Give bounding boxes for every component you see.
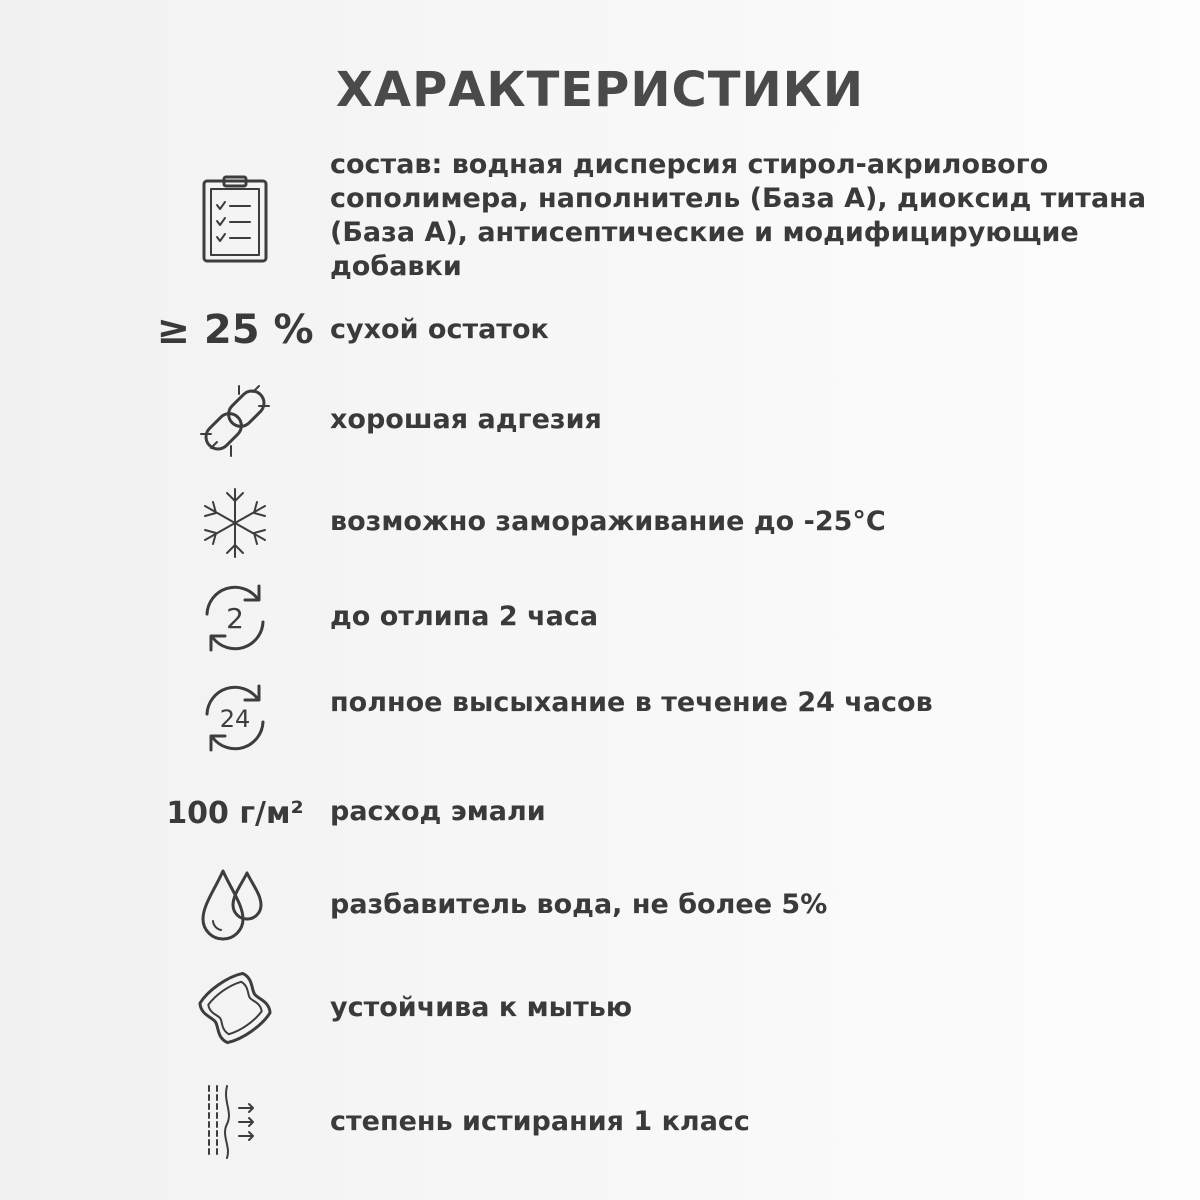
water-drops-icon <box>150 865 320 945</box>
feature-label: расход эмали <box>330 796 546 827</box>
refresh-2-icon <box>150 580 320 656</box>
feature-label: полное высыхание в течение 24 часов <box>330 687 933 718</box>
consumption-value: 100 г/м² <box>166 795 304 831</box>
feature-label: устойчива к мытью <box>330 992 633 1023</box>
dry-residue-value: ≥ 25 % <box>156 307 314 353</box>
abrasion-surface-icon <box>150 1082 320 1162</box>
refresh-24-icon <box>150 680 320 756</box>
feature-label: хорошая адгезия <box>330 404 602 435</box>
feature-label: сухой остаток <box>330 314 549 345</box>
clipboard-checklist-icon <box>150 175 320 265</box>
feature-label: степень истирания 1 класс <box>330 1106 750 1137</box>
feature-label: до отлипа 2 часа <box>330 601 599 632</box>
feature-label: разбавитель вода, не более 5% <box>330 889 828 920</box>
chain-link-icon <box>150 380 320 460</box>
feature-label: состав: водная дисперсия стирол-акрилового сополимера, наполнитель (База А), диоксид титана (База А), антисептические и модифицирующие добавки <box>330 149 1147 282</box>
feature-label: возможно замораживание до -25°С <box>330 506 886 537</box>
refresh-24-number: 24 <box>219 705 251 733</box>
snowflake-icon <box>150 485 320 561</box>
refresh-2-number: 2 <box>226 602 244 635</box>
sponge-icon <box>150 968 320 1048</box>
page-title: ХАРАКТЕРИСТИКИ <box>335 62 865 118</box>
